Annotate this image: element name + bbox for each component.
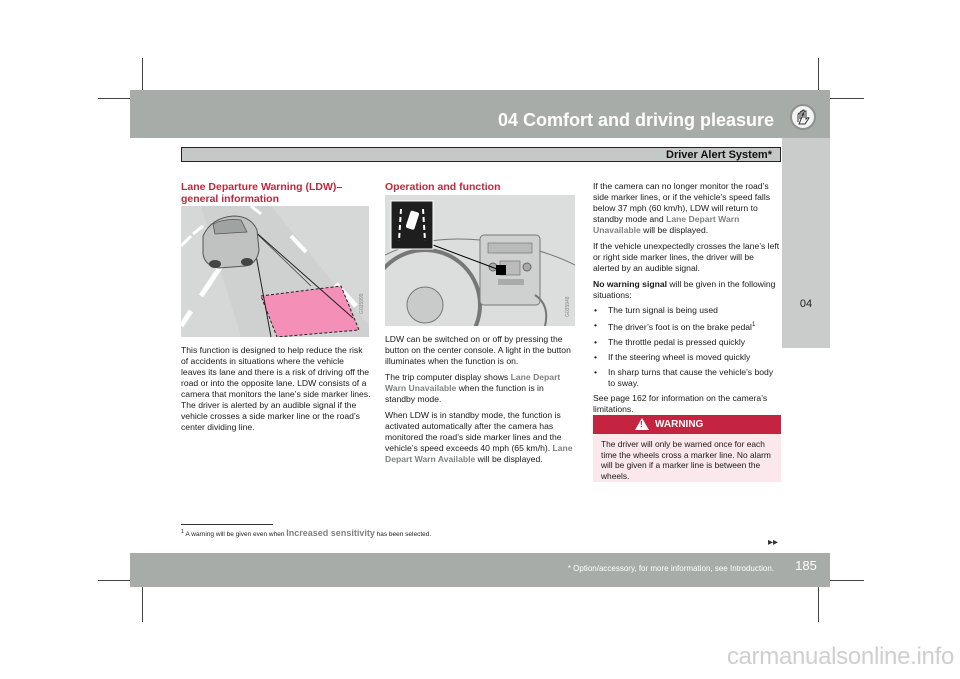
watermark: carmanualsonline.info — [726, 643, 954, 670]
no-warning-label: No warning signal — [593, 279, 668, 289]
ldw-switch-text: LDW can be switched on or off by pressing the button on the center console. A light in the button illuminates when the function is on. — [385, 334, 571, 366]
image-code: G035999 — [359, 293, 365, 314]
column-2 — [385, 181, 575, 193]
column-3 — [593, 181, 782, 420]
no-warning-text — [593, 279, 782, 301]
lane-departure-drawing — [181, 206, 369, 337]
standby-text — [385, 372, 576, 405]
footnote — [181, 528, 431, 538]
display-message: Lane Depart Warn Unavailable — [593, 214, 740, 235]
list-item: • The turn signal is being used — [593, 305, 782, 316]
camera-limitations-text: See page 162 for information on the camera’s limitations. — [593, 392, 768, 414]
list-item: • In sharp turns that cause the vehicle’s body to sway. — [593, 367, 782, 389]
continue-arrows-icon: ▸▸ — [768, 537, 779, 548]
list-item — [593, 320, 782, 333]
warning-triangle-icon: ! — [635, 418, 649, 430]
list-item: • If the steering wheel is moved quickly — [593, 352, 782, 363]
illustration-lane-departure — [181, 206, 369, 337]
text-fragment: has been selected. — [374, 531, 432, 538]
standby-return-text — [593, 181, 782, 236]
text-fragment: will be given in the following situations: — [593, 279, 776, 300]
section-heading-ldw: Lane Departure Warning (LDW)– general information — [181, 181, 343, 205]
display-message: Lane Depart Warn Available — [385, 443, 573, 464]
footnote-marker: 1 — [181, 528, 185, 535]
section-title: Driver Alert System* — [666, 149, 772, 161]
text-fragment: when the function is in standby mode. — [385, 383, 544, 404]
text-fragment: will be displayed. — [475, 454, 543, 464]
illustration-center-console — [385, 195, 575, 326]
chapter-tab-number: 04 — [799, 298, 813, 310]
text-fragment: The driver’s foot is on the brake pedal — [608, 321, 752, 332]
column-2-text — [385, 334, 576, 470]
console-drawing — [385, 195, 575, 326]
activation-text — [385, 410, 576, 465]
ldw-description: This function is designed to help reduce the risk of accidents in situations where the vehicle leaves its lane and there is a risk of driving off the road or into the opposite lane. LDW consists of a camera that monitors the lane’s side marker lines. The driver is alerted by an audible signal if the vehicle crosses a side marker line or the road’s center dividing line. — [181, 345, 371, 432]
page-number: 185 — [795, 558, 817, 573]
text-fragment: When LDW is in standby mode, the function is activated automatically after the camera has monitored the road’s side marker lines and the vehicle’s speed exceeds 40 mph (65 km/h). — [385, 410, 562, 453]
text-fragment: The trip computer display shows — [385, 372, 511, 382]
footnote-ref: 1 — [751, 322, 756, 328]
chapter-title: 04 Comfort and driving pleasure — [497, 110, 774, 130]
setting-name: Increased sensitivity — [286, 528, 375, 538]
comfort-chapter-icon — [790, 104, 816, 130]
warning-header — [593, 415, 781, 434]
text-fragment: A warning will be given even when — [184, 531, 287, 538]
display-message: Lane Depart Warn Unavailable — [385, 372, 561, 393]
option-note: * Option/accessory, for more information, see Introduction. — [567, 564, 774, 573]
footnote-divider — [181, 524, 273, 525]
column-1 — [181, 181, 371, 205]
text-fragment: will be displayed. — [640, 225, 709, 235]
warning-title: WARNING — [655, 419, 704, 430]
column-1-text — [181, 345, 371, 438]
warning-box — [593, 415, 781, 482]
warning-body: The driver will only be warned once for each time the wheels cross a marker line. No alarm will be given if a marker line is between the wheels. — [601, 439, 771, 481]
text-fragment: If the camera can no longer monitor the road’s side marker lines, or if the vehicle’s speed falls below 37 mph (60 km/h), LDW will return to standby mode and — [593, 181, 771, 224]
section-bar — [181, 147, 781, 162]
no-warning-list — [593, 305, 782, 389]
section-heading-operation: Operation and function — [385, 181, 501, 193]
audible-signal-text: If the vehicle unexpectedly crosses the lane’s left or right side marker lines, the driver will be alerted by an audible signal. — [593, 241, 780, 273]
image-code: G035948 — [565, 296, 571, 317]
chapter-side-tab — [782, 138, 830, 348]
list-item: • The throttle pedal is pressed quickly — [593, 337, 782, 348]
